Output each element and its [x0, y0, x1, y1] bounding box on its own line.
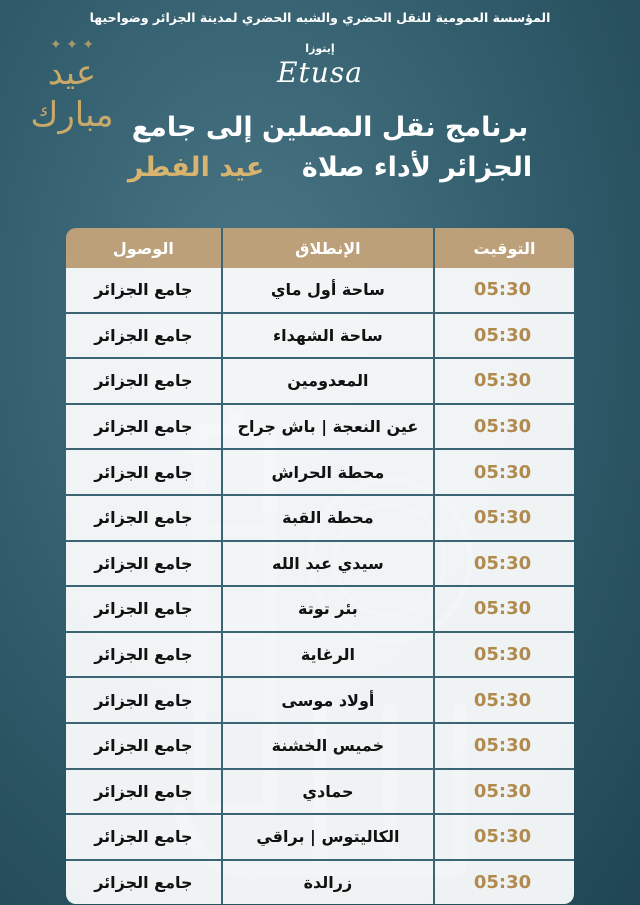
- cell-arrival: جامع الجزائر: [66, 633, 221, 679]
- eid-mubarak-calligraphy: [12, 38, 132, 158]
- cell-time: 05:30: [433, 450, 574, 496]
- cell-time: 05:30: [433, 314, 574, 360]
- header-departure: الإنطلاق: [221, 228, 433, 268]
- cell-time: 05:30: [433, 815, 574, 861]
- cell-arrival: جامع الجزائر: [66, 724, 221, 770]
- cell-arrival: جامع الجزائر: [66, 587, 221, 633]
- cell-departure: أولاد موسى: [221, 678, 433, 724]
- table-row: [66, 770, 574, 816]
- cell-arrival: جامع الجزائر: [66, 450, 221, 496]
- cell-departure: سيدي عبد الله: [221, 542, 433, 588]
- title-line-1: برنامج نقل المصلين إلى جامع: [131, 112, 529, 143]
- header-arrival: الوصول: [66, 228, 221, 268]
- cell-departure: عين النعجة | باش جراح: [221, 405, 433, 451]
- greeting-text: عيد مبارك: [30, 53, 114, 135]
- table-row: [66, 861, 574, 905]
- cell-departure: محطة القبة: [221, 496, 433, 542]
- cell-departure: ساحة الشهداء: [221, 314, 433, 360]
- schedule-table: [66, 228, 574, 904]
- cell-arrival: جامع الجزائر: [66, 861, 221, 905]
- cell-time: 05:30: [433, 359, 574, 405]
- cell-time: 05:30: [433, 542, 574, 588]
- table-row: [66, 496, 574, 542]
- table-row: [66, 815, 574, 861]
- cell-arrival: جامع الجزائر: [66, 496, 221, 542]
- cell-departure: حمادي: [221, 770, 433, 816]
- cell-time: 05:30: [433, 770, 574, 816]
- cell-arrival: جامع الجزائر: [66, 314, 221, 360]
- organization-name: المؤسسة العمومية للنقل الحضري والشبه الحضري لمدينة الجزائر وضواحيها: [89, 10, 551, 25]
- cell-time: 05:30: [433, 587, 574, 633]
- cell-arrival: جامع الجزائر: [66, 405, 221, 451]
- table-row: [66, 678, 574, 724]
- cell-departure: الرغاية: [221, 633, 433, 679]
- title-line-2-prefix: الجزائر لأداء صلاة: [301, 152, 533, 183]
- table-row: [66, 724, 574, 770]
- cell-time: 05:30: [433, 678, 574, 724]
- cell-departure: الكاليتوس | براقي: [221, 815, 433, 861]
- cell-arrival: جامع الجزائر: [66, 542, 221, 588]
- etusa-logo: [250, 42, 390, 92]
- cell-departure: بئر توتة: [221, 587, 433, 633]
- cell-arrival: جامع الجزائر: [66, 678, 221, 724]
- cell-arrival: جامع الجزائر: [66, 268, 221, 314]
- table-row: [66, 405, 574, 451]
- title-highlight: عيد الفطر: [127, 152, 265, 183]
- cell-arrival: جامع الجزائر: [66, 770, 221, 816]
- cell-departure: المعدومين: [221, 359, 433, 405]
- cell-time: 05:30: [433, 633, 574, 679]
- table-row: [66, 359, 574, 405]
- table-row: [66, 450, 574, 496]
- cell-time: 05:30: [433, 496, 574, 542]
- cell-departure: محطة الحراش: [221, 450, 433, 496]
- table-header-row: [66, 228, 574, 268]
- logo-latin: Etusa: [277, 56, 363, 89]
- cell-departure: زرالدة: [221, 861, 433, 905]
- cell-time: 05:30: [433, 724, 574, 770]
- logo-arabic: إيتوزا: [305, 42, 335, 55]
- table-row: [66, 542, 574, 588]
- table-row: [66, 314, 574, 360]
- table-row: [66, 633, 574, 679]
- cell-arrival: جامع الجزائر: [66, 815, 221, 861]
- title-line-2: [120, 152, 540, 183]
- table-row: [66, 587, 574, 633]
- cell-departure: خميس الخشنة: [221, 724, 433, 770]
- cell-departure: ساحة أول ماي: [221, 268, 433, 314]
- cell-arrival: جامع الجزائر: [66, 359, 221, 405]
- header-time: التوقيت: [433, 228, 574, 268]
- calligraphy-ornament: ✦ ✦ ✦: [49, 37, 95, 53]
- cell-time: 05:30: [433, 861, 574, 905]
- cell-time: 05:30: [433, 268, 574, 314]
- table-row: [66, 268, 574, 314]
- cell-time: 05:30: [433, 405, 574, 451]
